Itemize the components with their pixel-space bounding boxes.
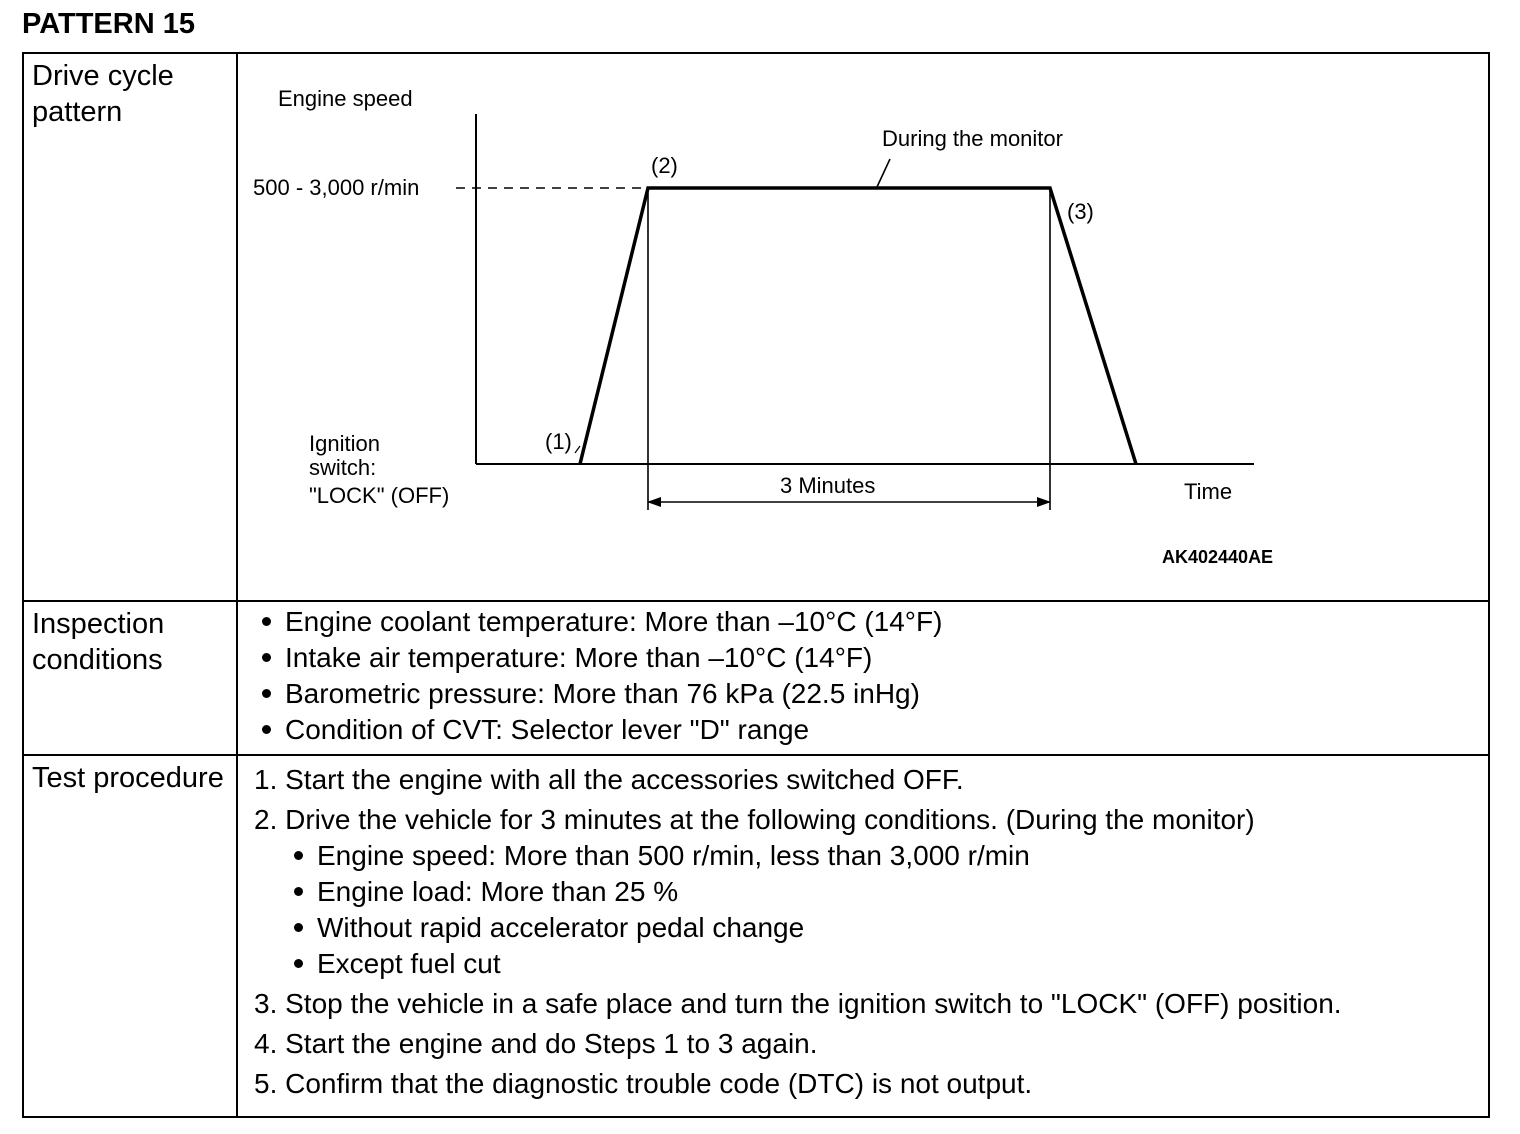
- bullet-icon: [294, 851, 303, 860]
- condition-item: Condition of CVT: Selector lever "D" range: [254, 712, 1488, 748]
- step-2-condition: Engine load: More than 25 %: [286, 874, 1488, 910]
- point-2-label: (2): [651, 153, 678, 178]
- test-procedure-label: Test procedure: [23, 755, 237, 1117]
- bullet-icon: [262, 653, 271, 662]
- point-3-label: (3): [1067, 199, 1094, 224]
- speed-range-label: 500 - 3,000 r/min: [253, 175, 420, 200]
- procedure-step-2: 2. Drive the vehicle for 3 minutes at the following conditions. (During the monitor): [254, 804, 1255, 835]
- drive-cycle-row: [23, 53, 1489, 601]
- ignition-label-line2: switch:: [309, 455, 377, 480]
- bullet-icon: [294, 923, 303, 932]
- bullet-icon: [262, 617, 271, 626]
- point-1-label: (1): [545, 429, 572, 454]
- bullet-icon: [294, 887, 303, 896]
- bullet-icon: [294, 959, 303, 968]
- page-title: PATTERN 15: [22, 8, 195, 40]
- drive-cycle-diagram: [238, 54, 1498, 600]
- drive-cycle-table: [22, 52, 1490, 1118]
- step-2-condition: Except fuel cut: [286, 946, 1488, 982]
- engine-speed-profile: [580, 188, 1136, 464]
- drive-cycle-diagram-cell: [237, 53, 1489, 601]
- step-2-condition: Without rapid accelerator pedal change: [286, 910, 1488, 946]
- drive-cycle-label: Drive cycle pattern: [23, 53, 237, 601]
- inspection-row: [23, 601, 1489, 755]
- procedure-step-3: 3. Stop the vehicle in a safe place and turn the ignition switch to "LOCK" (OFF) position.: [254, 988, 1342, 1019]
- procedure-step-1: 1. Start the engine with all the accessories switched OFF.: [254, 764, 964, 795]
- procedure-step-5: 5. Confirm that the diagnostic trouble code (DTC) is not output.: [254, 1068, 1033, 1099]
- x-axis-label: Time: [1184, 479, 1233, 504]
- y-axis-label: Engine speed: [278, 86, 413, 111]
- procedure-step-4: 4. Start the engine and do Steps 1 to 3 again.: [254, 1028, 818, 1059]
- condition-item: Intake air temperature: More than –10°C (14°F): [254, 640, 1488, 676]
- condition-item: Engine coolant temperature: More than –10°C (14°F): [254, 604, 1488, 640]
- condition-item: Barometric pressure: More than 76 kPa (22.5 inHg): [254, 676, 1488, 712]
- monitor-label: During the monitor: [882, 126, 1063, 151]
- point-1-leader: [575, 446, 580, 453]
- inspection-conditions-cell: [237, 601, 1489, 755]
- inspection-label: Inspection conditions: [23, 601, 237, 755]
- test-procedure-row: [23, 755, 1489, 1117]
- duration-label: 3 Minutes: [780, 473, 876, 498]
- bullet-icon: [262, 725, 271, 734]
- ignition-label-line1: Ignition: [309, 431, 380, 456]
- monitor-leader-line: [877, 159, 890, 187]
- step-2-condition: Engine speed: More than 500 r/min, less than 3,000 r/min: [286, 838, 1488, 874]
- figure-code: AK402440AE: [1162, 547, 1274, 567]
- ignition-label-line3: "LOCK" (OFF): [309, 483, 450, 508]
- step-2-conditions: [286, 838, 1488, 982]
- bullet-icon: [262, 689, 271, 698]
- test-procedure-cell: [237, 755, 1489, 1117]
